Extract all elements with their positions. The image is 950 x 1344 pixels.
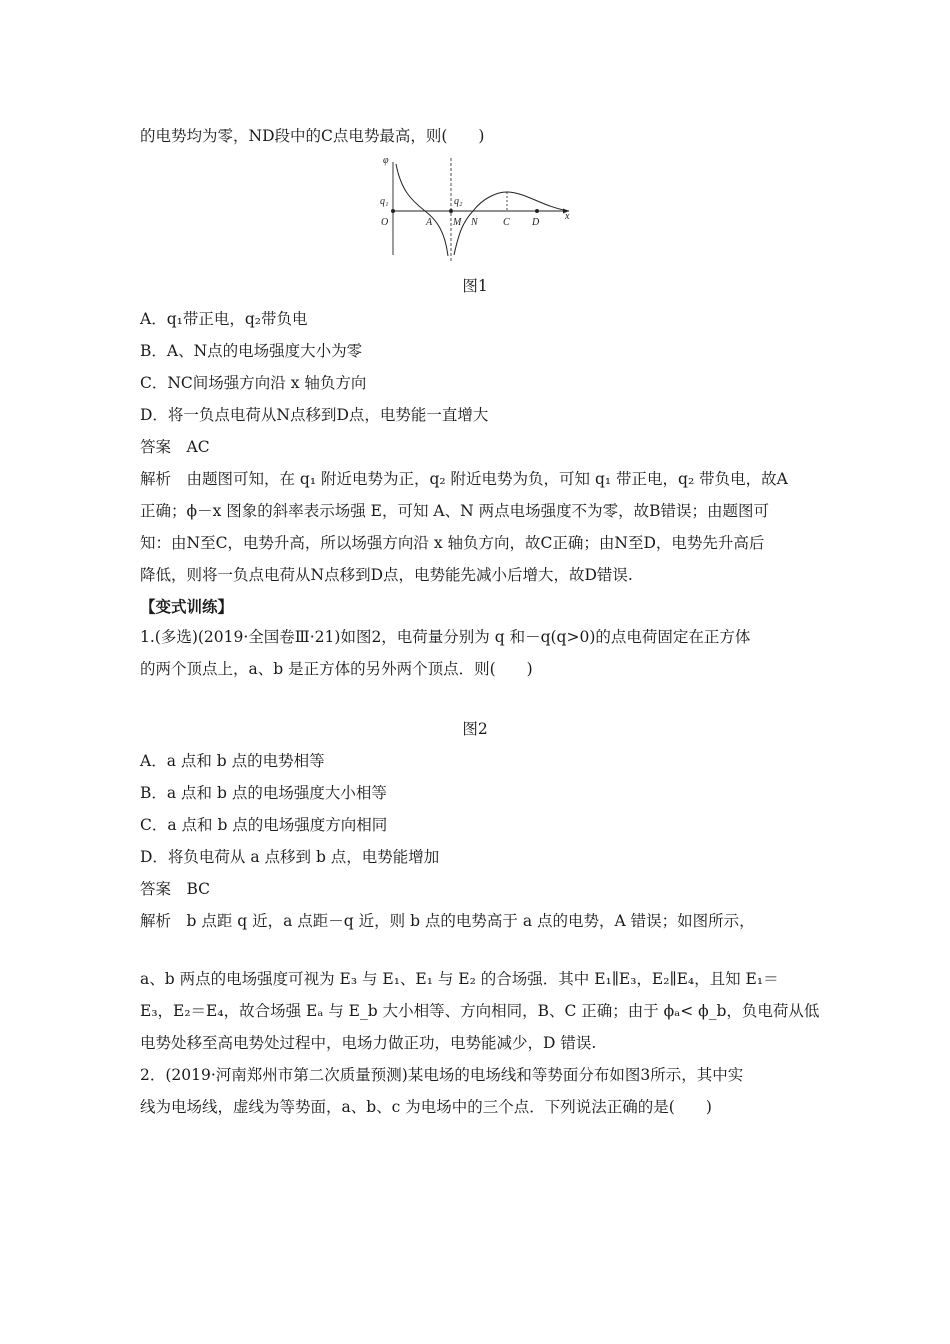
section-title: 【变式训练】 <box>140 597 234 616</box>
q0-analysis-line-1: 解析 由题图可知，在 q₁ 附近电势为正，q₂ 附近电势为负，可知 q₁ 带正电，q₂ 带负电，故A <box>140 470 788 488</box>
q0-analysis-line-2: 正确；ϕ－x 图象的斜率表示场强 E，可知 A、N 两点电场强度不为零，故B错误；由题图可 <box>140 502 769 520</box>
q1-analysis-line-1: 解析 b 点距 q 近，a 点距－q 近，则 b 点的电势高于 a 点的电势，A 错误；如图所示， <box>140 912 755 930</box>
phi-x-graph <box>375 152 575 262</box>
q1-analysis-line-2: a、b 两点的电场强度可视为 E₃ 与 E₁、E₁ 与 E₂ 的合场强．其中 E₁∥E₃，E₂∥E₄，且知 E₁＝ <box>140 970 779 988</box>
point-D <box>535 209 539 213</box>
q2-stem-line-1: 2．(2019·河南郑州市第二次质量预测)某电场的电场线和等势面分布如图3所示，其中实 <box>140 1066 744 1084</box>
q1-stem-line-1: 1.(多选)(2019·全国卷Ⅲ·21)如图2，电荷量分别为 q 和－q(q>0)的点电荷固定在正方体 <box>140 628 751 646</box>
q0-answer: 答案 AC <box>140 438 210 456</box>
q1-answer: 答案 BC <box>140 880 211 898</box>
label-M: M <box>453 217 462 228</box>
q0-option-d: D．将一负点电荷从N点移到D点，电势能一直增大 <box>140 406 489 424</box>
fig2-caption: 图2 <box>462 720 488 738</box>
q0-option-c: C．NC间场强方向沿 x 轴负方向 <box>140 374 367 392</box>
q0-analysis-line-3: 知：由N至C，电势升高，所以场强方向沿 x 轴负方向，故C正确；由N至D，电势先升高后 <box>140 534 765 552</box>
q1-option-a: A．a 点和 b 点的电势相等 <box>140 752 325 770</box>
q2-stem-line-2: 线为电场线，虚线为等势面，a、b、c 为电场中的三个点．下列说法正确的是( ) <box>140 1098 712 1116</box>
q0-option-a: A．q₁带正电，q₂带负电 <box>140 310 308 328</box>
label-q1: q₁ <box>380 196 389 207</box>
q1-option-c: C．a 点和 b 点的电场强度方向相同 <box>140 816 388 834</box>
label-O: O <box>381 217 389 228</box>
label-phi: φ <box>383 155 389 166</box>
q1-analysis-line-3: E₃，E₂＝E₄，故合场强 Eₐ 与 E_b 大小相等、方向相同，B、C 正确；由于 ϕₐ< ϕ_b，负电荷从低 <box>140 1002 820 1020</box>
q0-stem-tail: 的电势均为零，ND段中的C点电势最高，则( ) <box>140 127 485 145</box>
q0-option-b: B．A、N点的电场强度大小为零 <box>140 342 363 360</box>
q0-analysis-line-4: 降低，则将一负点电荷从N点移到D点，电势能先减小后增大，故D错误. <box>140 566 633 584</box>
label-D: D <box>532 217 540 228</box>
fig1-caption: 图1 <box>462 277 488 295</box>
label-N: N <box>471 217 478 228</box>
point-O <box>391 209 395 213</box>
label-C: C <box>503 217 510 228</box>
label-A: A <box>426 217 433 228</box>
q1-option-b: B．a 点和 b 点的电场强度大小相等 <box>140 784 387 802</box>
curve-left <box>396 164 448 256</box>
label-x: x <box>565 211 570 222</box>
label-q2: q₂ <box>454 196 463 207</box>
q1-analysis-line-4: 电势处移至高电势处过程中，电场力做正功，电势能减少，D 错误. <box>140 1034 597 1052</box>
q1-stem-line-2: 的两个顶点上，a、b 是正方体的另外两个顶点．则( ) <box>140 660 533 678</box>
q1-option-d: D．将负电荷从 a 点移到 b 点，电势能增加 <box>140 848 440 866</box>
point-M <box>449 209 453 213</box>
